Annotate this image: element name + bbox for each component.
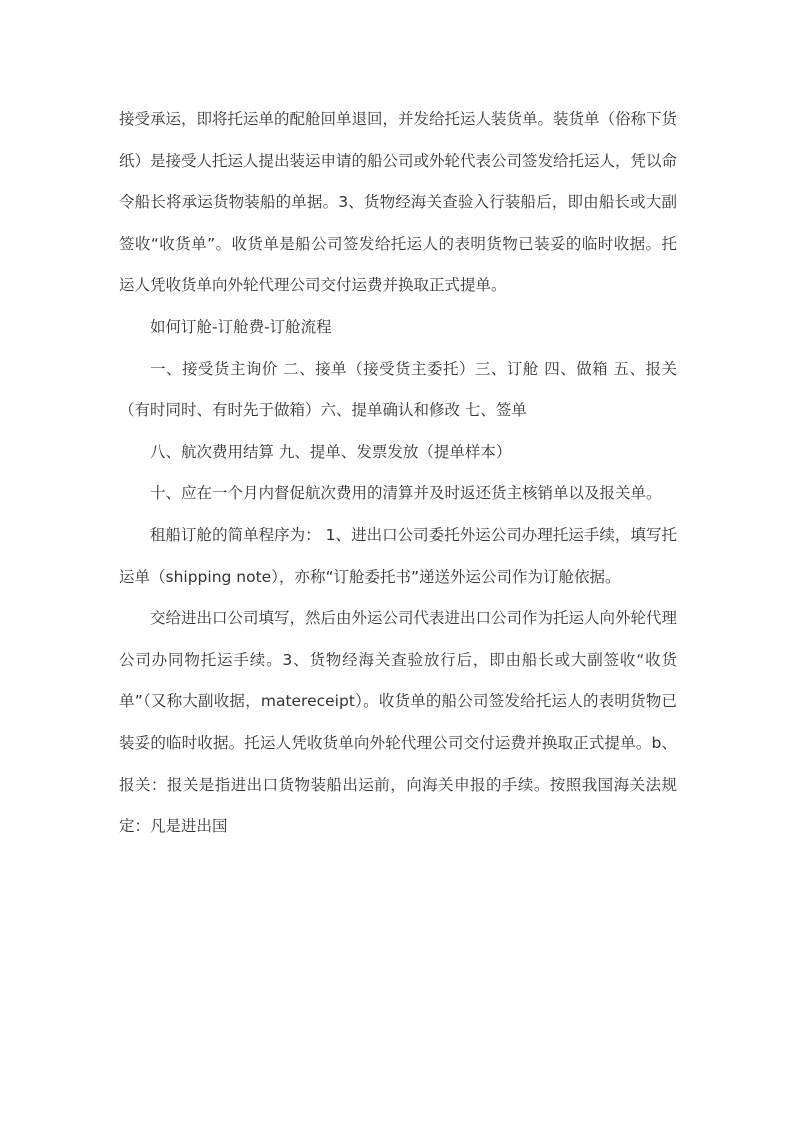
paragraph-customs-declaration: 交给进出口公司填写，然后由外运公司代表进出口公司作为托运人向外轮代理公司办同物托运手续。3、货物经海关查验放行后，即由船长或大副签收“收货单”（又称大副收据，matereceipt）。收货单的船公司签发给托运人的表明货物已装妥的临时收据。托运人凭收货单向外轮代理公司交付运费并换取正式提单。b、报关：报关是指进出口货物装船出运前，向海关申报的手续。按照我国海关法规定：凡是进出国 (119, 609, 678, 836)
paragraph-booking-steps-1-7: 一、接受货主询价 二、接单（接受货主委托）三、订舱 四、做箱 五、报关（有时同时、有时先于做箱）六、提单确认和修改 七、签单 (119, 359, 677, 420)
paragraph-booking-step-10: 十、应在一个月内督促航次费用的清算并及时返还货主核销单以及报关单。 (150, 484, 662, 503)
paragraph-shipping-acceptance: 接受承运，即将托运单的配舱回单退回，并发给托运人装货单。装货单（俗称下货纸）是接受人托运人提出装运申请的船公司或外轮代表公司签发给托运人，凭以命令船长将承运货物装船的单据。3、货物经海关查验入行装船后，即由船长或大副签收“收货单”。收货单是船公司签发给托运人的表明货物已装妥的临时收据。托运人凭收货单向外轮代理公司交付运费并换取正式提单。 (119, 110, 678, 295)
paragraph-booking-heading: 如何订舱-订舱费-订舱流程 (150, 317, 332, 336)
paragraph-booking-steps-8-9: 八、航次费用结算 九、提单、发票发放（提单样本） (150, 442, 512, 461)
paragraph-chartering-procedure: 租船订舱的简单程序为： 1、进出口公司委托外运公司办理托运手续，填写托运单（shipping note），亦称“订舱委托书”递送外运公司作为订舱依据。 (119, 525, 677, 586)
document-body (119, 99, 677, 848)
